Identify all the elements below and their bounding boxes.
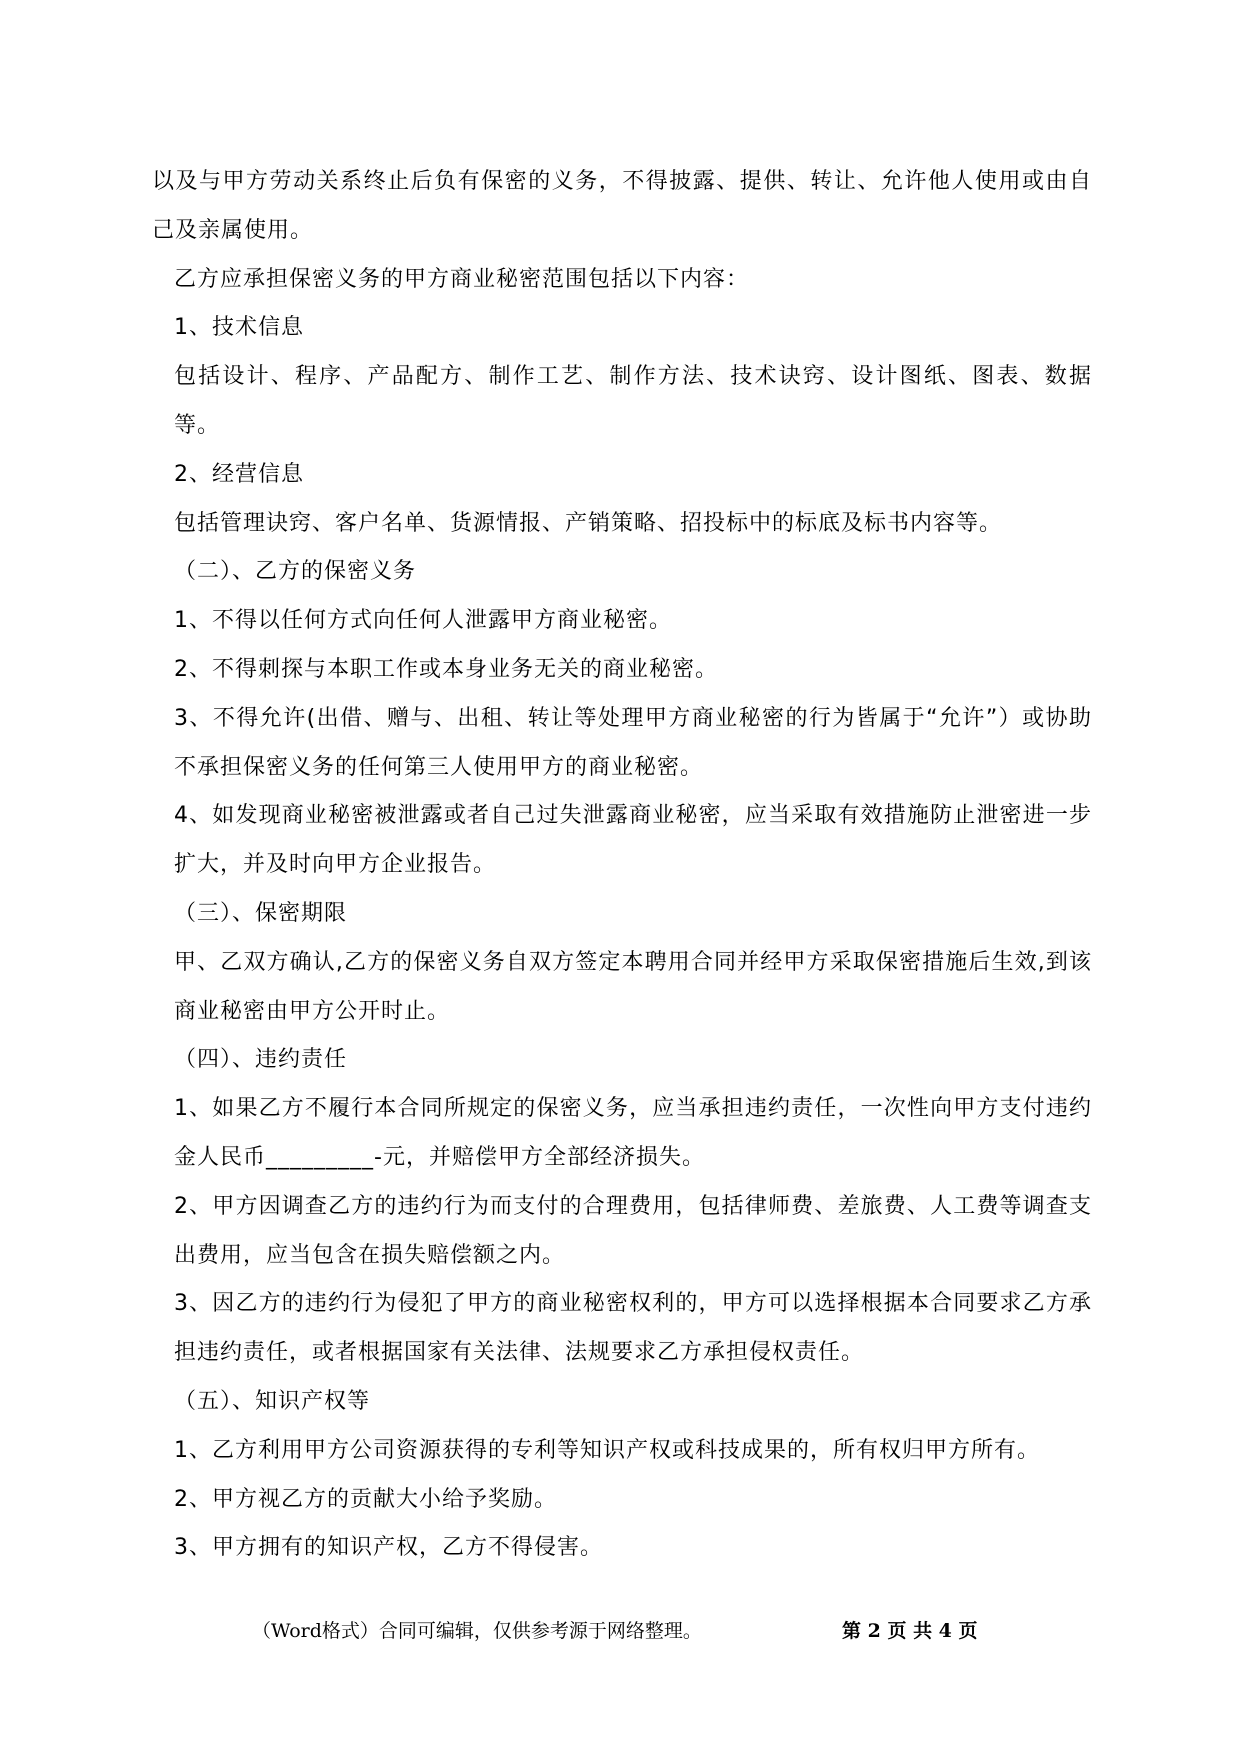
document-body (152, 158, 1092, 1573)
list-item: 3、甲方拥有的知识产权，乙方不得侵害。 (174, 1535, 603, 1561)
list-item: 1、如果乙方不履行本合同所规定的保密义务，应当承担违约责任，一次性向甲方支付违约金人民币_________-元，并赔偿甲方全部经济损失。 (174, 1096, 1092, 1170)
paragraph: 乙方应承担保密义务的甲方商业秘密范围包括以下内容： (174, 266, 750, 292)
list-item: 2、甲方因调查乙方的违约行为而支付的合理费用，包括律师费、差旅费、人工费等调查支出费用，应当包含在损失赔偿额之内。 (174, 1193, 1092, 1268)
list-item: 4、如发现商业秘密被泄露或者自己过失泄露商业秘密，应当采取有效措施防止泄密进一步扩大，并及时向甲方企业报告。 (174, 803, 1092, 878)
list-item: 2、甲方视乙方的贡献大小给予奖励。 (174, 1486, 557, 1512)
paragraph: 包括设计、程序、产品配方、制作工艺、制作方法、技术诀窍、设计图纸、图表、数据等。 (174, 364, 1092, 438)
paragraph: 甲、乙双方确认,乙方的保密义务自双方签定本聘用合同并经甲方采取保密措施后生效,到该商业秘密由甲方公开时止。 (174, 949, 1092, 1024)
list-item: 2、不得刺探与本职工作或本身业务无关的商业秘密。 (174, 656, 718, 682)
list-item: 1、不得以任何方式向任何人泄露甲方商业秘密。 (174, 608, 672, 634)
list-item: 1、乙方利用甲方公司资源获得的专利等知识产权或科技成果的，所有权归甲方所有。 (174, 1437, 1040, 1463)
paragraph: 以及与甲方劳动关系终止后负有保密的义务，不得披露、提供、转让、允许他人使用或由自己及亲属使用。 (152, 169, 1092, 243)
section-heading: （四）、违约责任 (174, 1047, 348, 1073)
footer-note: （Word格式）合同可编辑，仅供参考源于网络整理。 (252, 1620, 702, 1642)
list-item: 3、不得允许(出借、赠与、出租、转让等处理甲方商业秘密的行为皆属于“允许”）或协助不承担保密义务的任何第三人使用甲方的商业秘密。 (174, 705, 1092, 780)
list-item: 3、因乙方的违约行为侵犯了甲方的商业秘密权利的，甲方可以选择根据本合同要求乙方承担违约责任，或者根据国家有关法律、法规要求乙方承担侵权责任。 (174, 1291, 1092, 1366)
section-heading: （三）、保密期限 (174, 900, 348, 926)
page-indicator: 第 2 页 共 4 页 (842, 1620, 978, 1642)
section-heading: 1、技术信息 (174, 315, 304, 341)
paragraph: 包括管理诀窍、客户名单、货源情报、产销策略、招投标中的标底及标书内容等。 (174, 510, 1003, 536)
section-heading: 2、经营信息 (174, 461, 304, 487)
section-heading: （二）、乙方的保密义务 (174, 559, 417, 585)
section-heading: （五）、知识产权等 (174, 1388, 371, 1414)
